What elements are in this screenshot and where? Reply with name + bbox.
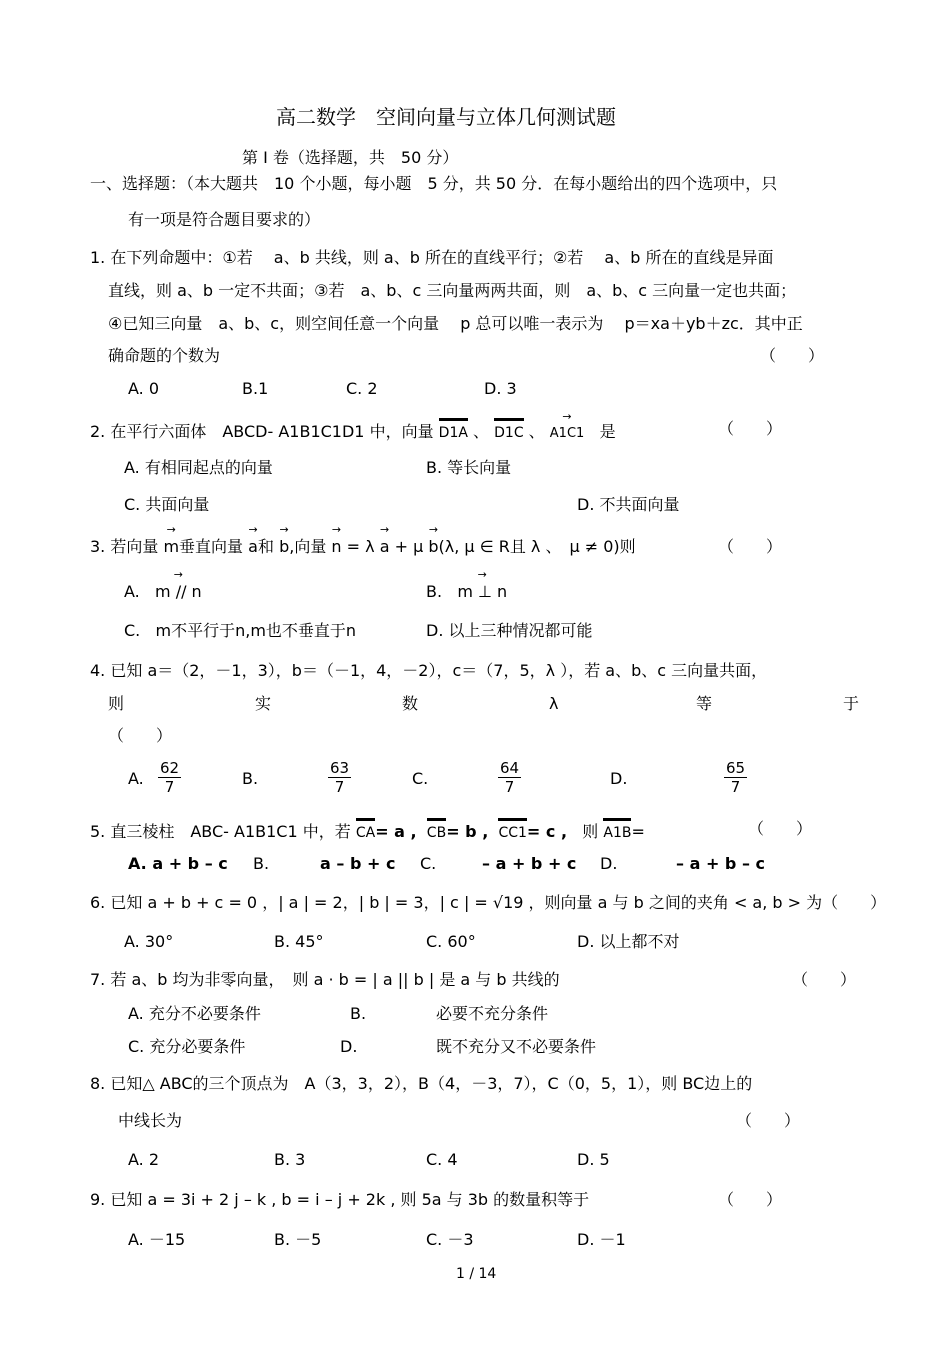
denominator: 7 [504,778,515,796]
option-c: – a + b + c [482,854,577,873]
q4-word: 等 [696,694,713,713]
q1-line: 直线，则 a、b 一定不共面；③若 a、b、c 三向量两两共面，则 a、b、c 三向量一定也共面； [108,281,797,300]
option-b: B. 3 [274,1150,306,1169]
option-d: D. 以上都不对 [577,932,680,951]
option-a-label: A. [128,769,144,788]
q1-line: 1. 在下列命题中：①若 a、b 共线，则 a、b 所在的直线平行；②若 a、b 所在的直线是异面 [90,248,774,267]
numerator: 62 [160,759,180,777]
numerator: 65 [726,759,746,777]
answer-blank: （ ） [736,1111,801,1130]
option-a-fraction [158,759,181,796]
option-d-label: D. [600,854,618,873]
option-b: B.1 [242,379,269,398]
q5-text: 则 [582,822,599,841]
numerator: 63 [330,759,350,777]
option-c: C. －3 [426,1230,474,1249]
q1-line: 确命题的个数为 [108,346,221,365]
vector-b: → b [428,536,438,558]
q3-text: = λ [346,537,375,556]
q5-eq: = a , [375,822,417,841]
denominator: 7 [164,778,175,796]
q8-line: 8. 已知△ ABC的三个顶点为 A（3，3，2），B（4，－3，7），C（0，5，1），则 BC边上的 [90,1074,753,1093]
option-c-fraction [498,759,521,796]
q3-text: 垂直向量 [179,537,244,556]
option-a: A. －15 [128,1230,186,1249]
q3-text: + μ [394,537,424,556]
option-b: B. 45° [274,932,324,951]
vector-cb: CB [427,818,446,844]
option-a: A. a + b – c [128,854,228,873]
q4-line: 4. 已知 a＝（2，－1，3），b＝（－1，4，－2），c＝（7，5，λ ），若 a、b、c 三向量共面， [90,661,768,680]
answer-blank: （ ） [792,970,857,989]
denominator: 7 [334,778,345,796]
page-number: 1 / 14 [456,1266,497,1282]
q8-line: 中线长为 [118,1111,183,1130]
vector-ca: CA [356,818,375,844]
option-c: C. 共面向量 [124,495,210,514]
option-a: → m // n [155,581,202,603]
q4-word: 实 [255,694,272,713]
page-title: 高二数学 空间向量与立体几何测试题 [276,105,616,129]
answer-blank: （ ） [718,1190,783,1209]
option-a: A. 0 [128,379,160,398]
option-b-fraction [328,759,351,796]
option-b: → m ⊥ n [457,581,507,603]
option-d-label: D. [340,1037,358,1056]
option-d-fraction [724,759,747,796]
section-instructions: 一、选择题：（本大题共 10 个小题，每小题 5 分，共 50 分．在每小题给出的四个选项中，只 [90,174,778,193]
option-d: D. －1 [577,1230,626,1249]
vector-cc1: CC1 [498,818,526,844]
q3-stem: 3. 若向量 [90,537,159,556]
option-a: A. 有相同起点的向量 [124,458,273,477]
numerator: 64 [500,759,520,777]
q2-tail: 是 [599,422,616,441]
q5-eq: = b , [446,822,489,841]
option-a: A. 充分不必要条件 [128,1004,261,1023]
option-d: D. 3 [484,379,517,398]
option-a: A. 30° [124,932,174,951]
option-d: 既不充分又不必要条件 [436,1037,597,1056]
option-c: C. 60° [426,932,476,951]
vector-a: → a [248,536,258,558]
denominator: 7 [730,778,741,796]
option-d: D. 不共面向量 [577,495,680,514]
q4-word: 则 [108,694,125,713]
q4-word: λ [549,694,559,713]
answer-blank: （ ） [108,726,173,745]
vector-a1c1: → A1C1 [550,423,585,445]
option-a: A. 2 [128,1150,160,1169]
option-b: a – b + c [320,854,396,873]
option-d: – a + b – c [676,854,765,873]
q5-eq: = c , [526,822,568,841]
vector-a1b: A1B [603,818,631,844]
answer-blank: （ ） [748,819,813,838]
option-c: C. 充分必要条件 [128,1037,246,1056]
option-b-label: B. [350,1004,367,1023]
q2-stem: 2. 在平行六面体 ABCD- A1B1C1D1 中，向量 [90,422,434,441]
option-c: m不平行于n,m也不垂直于n [155,621,357,640]
q9-stem: 9. 已知 a = 3i + 2 j – k , b = i – j + 2k , 则 5a 与 3b 的数量积等于 [90,1190,590,1209]
vector-d1a: D1A [439,418,468,444]
vector-b: → b [279,536,289,558]
option-d: D. 以上三种情况都可能 [426,621,593,640]
option-b: B. 等长向量 [426,458,512,477]
option-c-label: C. [124,621,141,640]
option-b-label: B. [426,582,443,601]
q3-text: (λ, μ ∈ R且 λ 、 μ ≠ 0)则 [438,537,636,556]
q4-word: 于 [843,694,860,713]
vector-m: → m [163,536,179,558]
part-heading: 第 I 卷（选择题，共 50 分） [242,148,459,167]
section-instructions-cont: 有一项是符合题目要求的） [128,210,321,229]
option-b: 必要不充分条件 [436,1004,549,1023]
option-a-label: A. [124,582,140,601]
vector-a: → a [380,536,390,558]
q6-stem: 6. 已知 a + b + c = 0 ，| a | = 2，| b | = 3，| c | = √19 ，则向量 a 与 b 之间的夹角 < a, b > 为（ ） [90,893,887,912]
option-c-label: C. [420,854,437,873]
q5-stem: 5. 直三棱柱 ABC- A1B1C1 中，若 [90,822,351,841]
q1-line: ④已知三向量 a、b、c，则空间任意一个向量 p 总可以唯一表示为 p＝xa＋yb＋zc．其中正 [108,314,803,333]
answer-blank: （ ） [718,537,783,556]
option-d-label: D. [610,769,628,788]
vector-n: → n [331,536,341,558]
q4-word: 数 [402,694,419,713]
option-c: C. 2 [346,379,378,398]
option-c-label: C. [412,769,429,788]
vector-d1c: D1C [494,418,523,444]
option-b-label: B. [253,854,270,873]
q3-text: 和 [257,537,274,556]
option-b: B. －5 [274,1230,322,1249]
q3-text: ,向量 [289,537,327,556]
answer-blank: （ ） [760,346,825,365]
q5-eq: = [631,822,645,841]
q7-stem: 7. 若 a、b 均为非零向量， 则 a · b = | a || b | 是 a 与 b 共线的 [90,970,560,989]
answer-blank: （ ） [718,419,783,438]
option-d: D. 5 [577,1150,610,1169]
option-b-label: B. [242,769,259,788]
option-c: C. 4 [426,1150,458,1169]
